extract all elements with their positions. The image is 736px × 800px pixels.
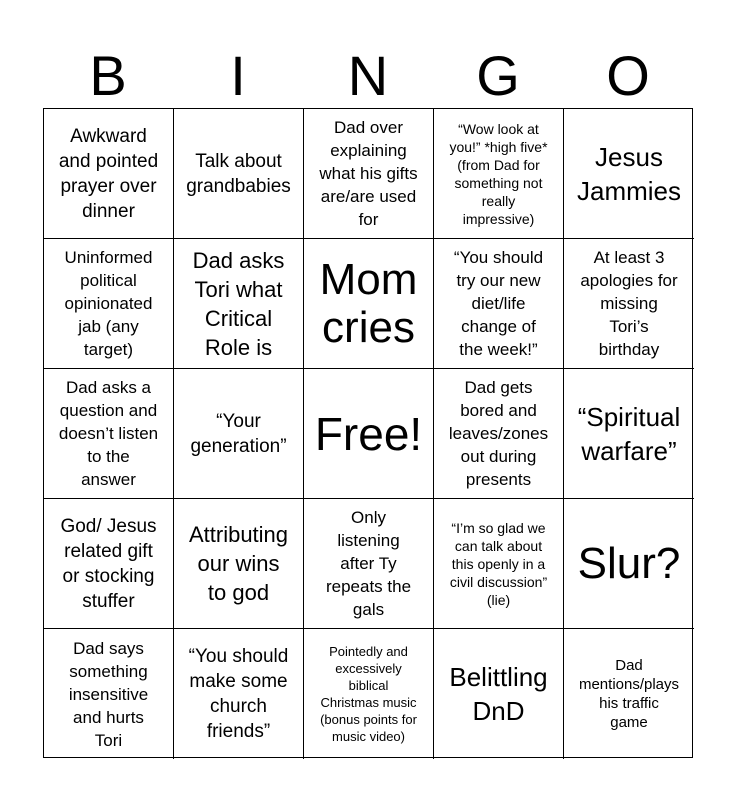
cell-text: Slur? (577, 538, 681, 588)
cell-text: Free! (314, 407, 423, 460)
cell-text: God/ Jesus related gift or stocking stuffer (60, 515, 157, 612)
bingo-cell[interactable] (174, 499, 304, 629)
cell-text: Dad asks a question and doesn’t listen to the answer (58, 378, 159, 489)
cell-text: Dad says something insensitive and hurts Tori (68, 638, 149, 750)
cell-text: “You should try our new diet/life change of the week!” (453, 248, 544, 359)
cell-text: Belittling DnD (449, 662, 548, 726)
bingo-cell[interactable] (434, 369, 564, 499)
bingo-cell[interactable] (564, 109, 694, 239)
cell-text: Jesus Jammies (576, 141, 681, 206)
bingo-cell[interactable] (44, 109, 174, 239)
bingo-cell[interactable] (174, 629, 304, 759)
bingo-cell[interactable] (44, 629, 174, 759)
header-letter-o: O (606, 44, 650, 107)
bingo-cell[interactable] (174, 109, 304, 239)
cell-text: Dad asks Tori what Critical Role is (192, 247, 285, 360)
bingo-grid (43, 108, 693, 758)
bingo-cell[interactable] (304, 109, 434, 239)
bingo-cell[interactable] (44, 369, 174, 499)
bingo-cell[interactable] (174, 239, 304, 369)
cell-text: Pointedly and excessively biblical Christmas music (bonus points for music video) (320, 644, 417, 744)
bingo-cell[interactable] (564, 629, 694, 759)
bingo-cell[interactable] (564, 369, 694, 499)
header-letter-n: N (347, 44, 389, 107)
cell-text: Dad over explaining what his gifts are/are used for (319, 118, 418, 229)
cell-text: Talk about grandbabies (186, 150, 291, 197)
cell-text: Only listening after Ty repeats the gals (325, 508, 412, 619)
bingo-header (43, 44, 693, 108)
header-letter-g: G (476, 44, 520, 107)
cell-text: “Spiritual warfare” (577, 401, 681, 466)
cell-text: Awkward and pointed prayer over dinner (58, 125, 159, 222)
cell-text: “Wow look at you!” *high five* (from Dad for something not really impressive) (449, 120, 548, 227)
bingo-cell[interactable] (304, 499, 434, 629)
header-letter-b: B (89, 44, 127, 107)
bingo-cell[interactable] (304, 629, 434, 759)
bingo-cell[interactable] (434, 239, 564, 369)
cell-text: Dad gets bored and leaves/zones out during presents (448, 378, 549, 489)
bingo-cell[interactable] (44, 239, 174, 369)
bingo-cell[interactable] (434, 499, 564, 629)
cell-text: Dad mentions/plays his traffic game (578, 657, 680, 731)
cell-text: Uninformed political opinionated jab (any target) (64, 248, 153, 359)
bingo-cell free-space[interactable] (304, 369, 434, 499)
cell-text: “I’m so glad we can talk about this openly in a civil discussion” (lie) (449, 519, 548, 608)
bingo-cell[interactable] (174, 369, 304, 499)
cell-text: Attributing our wins to god (188, 522, 289, 605)
bingo-cell[interactable] (564, 239, 694, 369)
cell-text: “Your generation” (190, 410, 287, 457)
bingo-cell[interactable] (434, 109, 564, 239)
cell-text: “You should make some church friends” (188, 646, 289, 742)
bingo-cell[interactable] (44, 499, 174, 629)
bingo-cell[interactable] (434, 629, 564, 759)
bingo-cell[interactable] (304, 239, 434, 369)
bingo-cell[interactable] (564, 499, 694, 629)
header-letter-i: I (230, 44, 246, 107)
cell-text: Mom cries (319, 254, 418, 352)
cell-text: At least 3 apologies for missing Tori’s birthday (580, 248, 678, 359)
